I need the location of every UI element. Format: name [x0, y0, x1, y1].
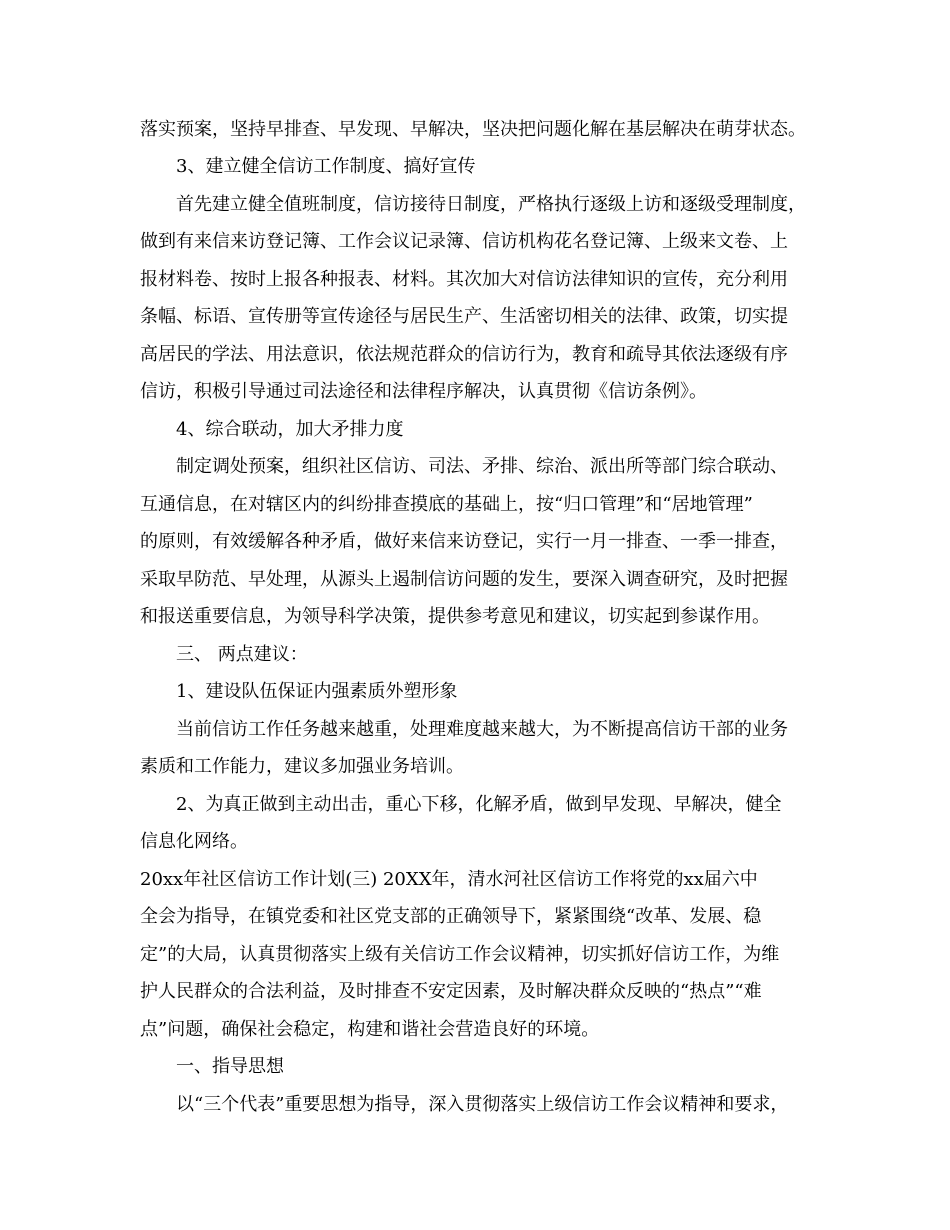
text-line: 素质和工作能力，建议多加强业务培训。 [140, 756, 464, 777]
section-heading: 三、 两点建议： [176, 644, 308, 665]
text-line: 首先建立健全值班制度，信访接待日制度，严格执行逐级上访和逐级受理制度， [176, 194, 806, 215]
text-line: 制定调处预案，组织社区信访、司法、矛排、综治、派出所等部门综合联动、 [176, 456, 788, 477]
text-line: 全会为指导，在镇党委和社区党支部的正确领导下，紧紧围绕“改革、发展、稳 [140, 906, 762, 927]
text-line: 互通信息，在对辖区内的纠纷排查摸底的基础上，按“归口管理”和“居地管理” [140, 494, 753, 515]
text-line: 点”问题，确保社会稳定，构建和谐社会营造良好的环境。 [140, 1019, 600, 1040]
text-line: 落实预案，坚持早排查、早发现、早解决，坚决把问题化解在基层解决在萌芽状态。 [140, 119, 806, 140]
section-heading: 3、建立健全信访工作制度、搞好宣传 [176, 156, 476, 177]
text-line: 和报送重要信息，为领导科学决策，提供参考意见和建议，切实起到参谋作用。 [140, 606, 770, 627]
text-line: 高居民的学法、用法意识，依法规范群众的信访行为，教育和疏导其依法逐级有序 [140, 344, 788, 365]
text-line: 以“三个代表”重要思想为指导，深入贯彻落实上级信访工作会议精神和要求， [176, 1094, 789, 1115]
text-line: 2、为真正做到主动出击，重心下移，化解矛盾，做到早发现、早解决，健全 [176, 794, 782, 815]
text-line: 做到有来信来访登记簿、工作会议记录簿、信访机构花名登记簿、上级来文卷、上 [140, 231, 788, 252]
text-line: 当前信访工作任务越来越重，处理难度越来越大，为不断提高信访干部的业务 [176, 719, 788, 740]
text-line: 采取早防范、早处理，从源头上遏制信访问题的发生，要深入调查研究，及时把握 [140, 569, 788, 590]
section-heading: 一、指导思想 [176, 1056, 284, 1077]
text-line: 20xx年社区信访工作计划(三) 20XX年，清水河社区信访工作将党的xx届六中 [140, 869, 758, 890]
text-line: 报材料卷、按时上报各种报表、材料。其次加大对信访法律知识的宣传，充分利用 [140, 269, 788, 290]
text-line: 的原则，有效缓解各种矛盾，做好来信来访登记，实行一月一排查、一季一排查， [140, 531, 788, 552]
text-line: 信访，积极引导通过司法途径和法律程序解决，认真贯彻《信访条例》。 [140, 381, 707, 402]
text-line: 条幅、标语、宣传册等宣传途径与居民生产、生活密切相关的法律、政策，切实提 [140, 306, 788, 327]
section-heading: 1、建设队伍保证内强素质外塑形象 [176, 681, 458, 702]
text-line: 信息化网络。 [140, 831, 248, 852]
section-heading: 4、综合联动，加大矛排力度 [176, 419, 404, 440]
text-line: 护人民群众的合法利益，及时排查不安定因素，及时解决群众反映的“热点”“难 [140, 981, 762, 1002]
text-line: 定”的大局，认真贯彻落实上级有关信访工作会议精神，切实抓好信访工作，为维 [140, 944, 780, 965]
